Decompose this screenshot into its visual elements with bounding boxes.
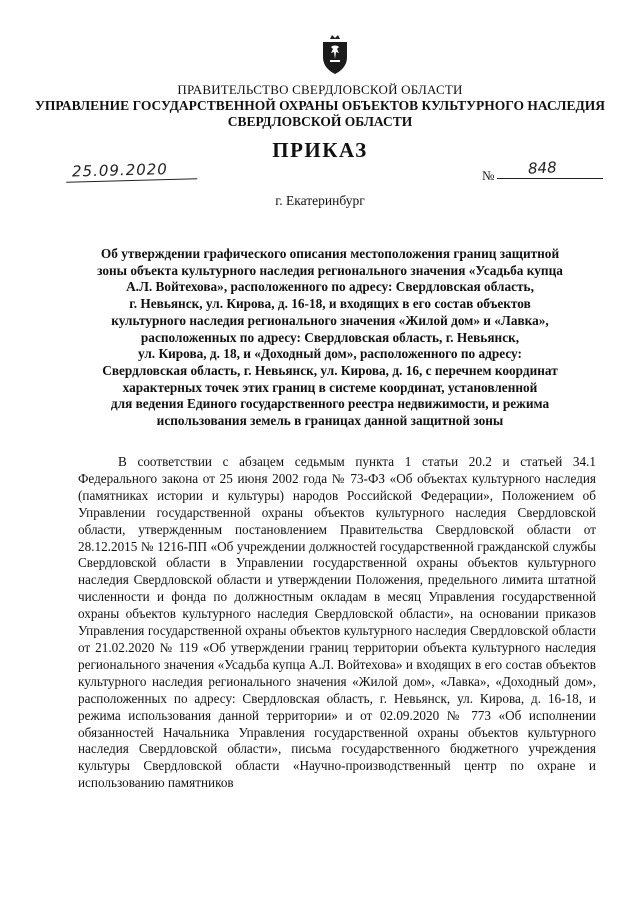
department-line: УПРАВЛЕНИЕ ГОСУДАРСТВЕННОЙ ОХРАНЫ ОБЪЕКТОВ КУЛЬТУРНОГО НАСЛЕДИЯ: [34, 98, 606, 113]
document-type: ПРИКАЗ: [272, 138, 368, 162]
number-label: №: [482, 168, 495, 183]
order-title: [60, 246, 600, 430]
government-name: ПРАВИТЕЛЬСТВО СВЕРДЛОВСКОЙ ОБЛАСТИ: [177, 82, 463, 97]
title-line: характерных точек этих границ в системе координат, установленной: [122, 379, 538, 395]
title-line: расположенных по адресу: Свердловская область, г. Невьянск,: [140, 329, 520, 345]
title-line: А.Л. Войтехова», расположенного по адресу: Свердловская область,: [126, 279, 534, 295]
title-line: Об утверждении графического описания местоположения границ защитной: [100, 246, 560, 261]
title-line: Свердловская область, г. Невьянск, ул. Кирова, д. 16, с перечнем координат: [102, 362, 558, 378]
number-underline: [497, 178, 603, 179]
title-line: ул. Кирова, д. 18, и «Доходный дом», расположенного по адресу:: [138, 346, 522, 362]
body-paragraph: В соответствии с абзацем седьмым пункта 1 статьи 20.2 и статьей 34.1 Федерального закона от 25 июня 2002 года № 73-ФЗ «Об объектах культурного наследия (памятниках истории и культуры) народов Российской Федерации», Положением об Управлении государственной охраны объектов культурного наследия Свердловской области, утвержденным постановлением Правительства Свердловской области от 28.12.2015 № 1216-ПП «Об учреждении должностей государственной гражданской службы Свердловской области в Управлении государственной охраны объектов культурного наследия Свердловской области и утверждении Положения, предельного лимита штатной численности и фонда по должностным окладам в месяц Управления государственной охраны объектов культурного наследия Свердловской области», на основании приказов Управления государственной охраны объектов культурного наследия Свердловской области от 21.02.2020 № 119 «Об утверждении границ территории объекта культурного наследия регионального значения «Усадьба купца А.Л. Войтехова» и входящих в его состав объектов культурного наследия регионального значения «Жилой дом», «Лавка», «Доходный дом», расположенных по адресу: Свердловская область, г. Невьянск, ул. Кирова, д. 16-18, и режима использования данной территории» и от 02.09.2020 № 773 «Об исполнении обязанностей Начальника Управления государственной охраны объектов культурного наследия Свердловской области», письма государственного бюджетного учреждения культуры Свердловской области «Научно-производственный центр по охране и использованию памятников: [78, 454, 596, 791]
coat-of-arms-icon: [319, 33, 351, 75]
title-line: использования земель в границах данной защитной зоны: [156, 413, 504, 429]
title-line: культурного наследия регионального значения «Жилой дом» и «Лавка»,: [111, 312, 549, 328]
title-line: зоны объекта культурного наследия регионального значения «Усадьба купца: [97, 262, 563, 278]
title-line: г. Невьянск, ул. Кирова, д. 16-18, и входящих в его состав объектов: [129, 296, 531, 312]
title-line: для ведения Единого государственного реестра недвижимости, и режима: [110, 396, 550, 412]
city: г. Екатеринбург: [275, 193, 365, 208]
order-date: 25.09.2020: [66, 159, 197, 182]
order-number: 848: [527, 158, 558, 178]
department-name: [0, 98, 640, 130]
department-line: СВЕРДЛОВСКОЙ ОБЛАСТИ: [227, 114, 413, 129]
